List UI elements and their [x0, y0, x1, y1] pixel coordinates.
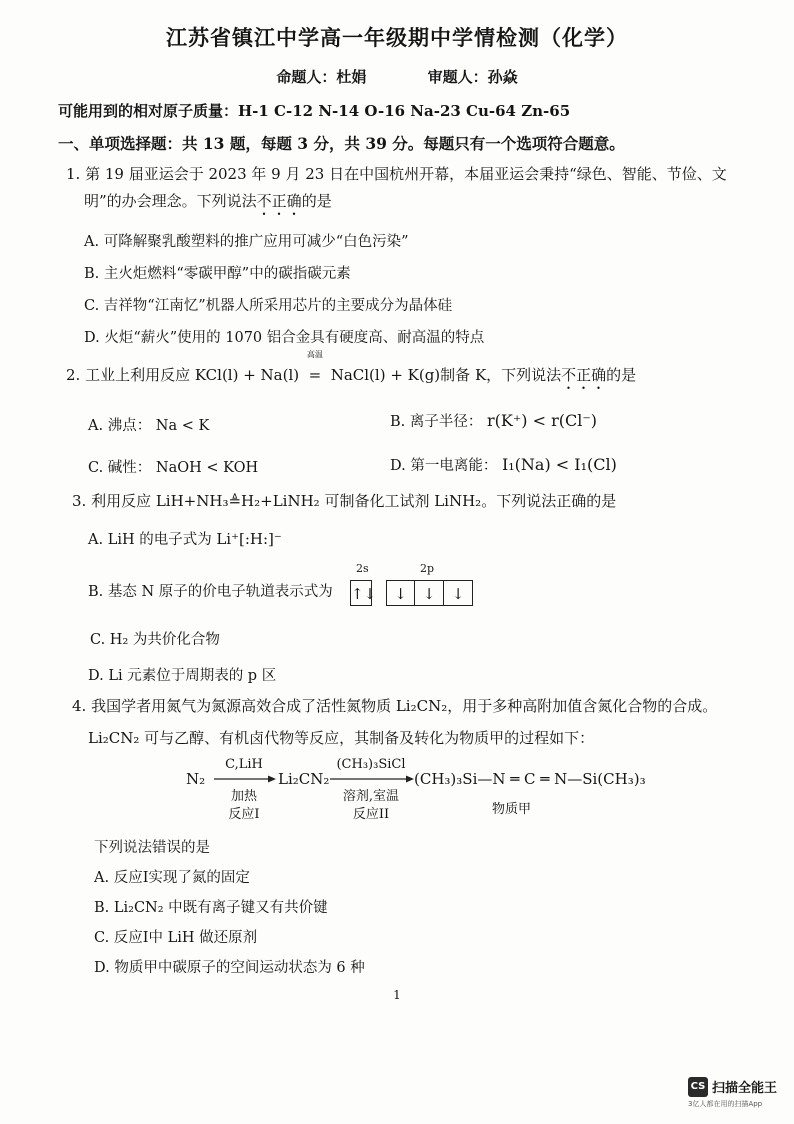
q2-reaction-right: NaCl(l) + K(g): [330, 366, 441, 384]
author: 命题人：杜娟: [276, 68, 367, 86]
q2-stem: 2. 工业上利用反应 KCl(l) + Na(l) 高温 = NaCl(l) + K(g)制备 K，下列说法不正确的是: [66, 362, 636, 393]
scanner-tagline: 3亿人都在用的扫描App: [688, 1099, 763, 1108]
q1-option-c: C. 吉祥物“江南忆”机器人所采用芯片的主要成分为晶体硅: [84, 298, 453, 314]
scheme-product: (CH₃)₃Si—N ═ C ═ N—Si(CH₃)₃: [414, 770, 646, 788]
scheme-arrow2-top: (CH₃)₃SiCl: [336, 757, 406, 772]
orbital-box-2p-1: ↓: [386, 580, 415, 606]
section-heading: 一、单项选择题：共 13 题，每题 3 分，共 39 分。每题只有一个选项符合题意。: [58, 134, 625, 153]
q3-orbital-2p: [386, 580, 473, 606]
page-title: 江苏省镇江中学高一年级期中学情检测（化学）: [166, 25, 628, 50]
q2-option-d: D. 第一电离能： I₁(Na) < I₁(Cl): [390, 455, 617, 474]
q4-option-c: C. 反应I中 LiH 做还原剂: [94, 930, 258, 946]
q4-option-b: B. Li₂CN₂ 中既有离子键又有共价键: [94, 900, 328, 916]
scheme-intermediate: Li₂CN₂: [278, 770, 330, 788]
scheme-arrow1-bottom: 加热: [230, 789, 257, 804]
q1-option-d: D. 火炬“薪火”使用的 1070 铝合金具有硬度高、耐高温的特点: [84, 330, 485, 346]
scheme-arrow2-icon: [330, 774, 414, 784]
q3-option-c: C. H₂ 为共价化合物: [90, 632, 220, 648]
q3-option-a: A. LiH 的电子式为 Li⁺[:H:]⁻: [88, 530, 282, 548]
q3-orbital-2s: [350, 580, 377, 606]
authors-line: [0, 66, 794, 87]
reviewer: 审题人：孙焱: [427, 68, 518, 86]
scheme-start: N₂: [186, 770, 206, 788]
q2-reaction-left: KCl(l) + Na(l): [194, 366, 300, 384]
q3-option-d: D. Li 元素位于周期表的 p 区: [88, 668, 277, 684]
q1-stem-line1: 1. 第 19 届亚运会于 2023 年 9 月 23 日在中国杭州开幕，本届亚运会秉持“绿色、智能、节俭、文: [66, 165, 727, 183]
scheme-step1-label: 反应I: [228, 807, 260, 822]
scanner-badge: [688, 1076, 777, 1109]
scheme-arrow2-bottom: 溶剂,室温: [342, 789, 400, 804]
q4-ask: 下列说法错误的是: [94, 840, 210, 856]
q2-option-a: A. 沸点： Na < K: [88, 418, 210, 434]
q2-condition: 高温: [306, 350, 323, 359]
q2-option-c: C. 碱性： NaOH < KOH: [88, 460, 259, 476]
q4-option-a: A. 反应I实现了氮的固定: [94, 870, 250, 886]
q1-option-b: B. 主火炬燃料“零碳甲醇”中的碳指碳元素: [84, 266, 351, 282]
q2-equals: 高温 =: [304, 362, 326, 388]
scheme-step2-label: 反应II: [352, 807, 390, 822]
q1-emphasis: 不正确: [256, 192, 302, 210]
q4-option-d: D. 物质甲中碳原子的空间运动状态为 6 种: [94, 960, 365, 976]
q3-orbital-2p-label: 2p: [420, 562, 435, 575]
q1-option-a: A. 可降解聚乳酸塑料的推广应用可减少“白色污染”: [84, 234, 409, 250]
q2-option-b-expr: r(K⁺) < r(Cl⁻): [486, 411, 598, 430]
q3-option-a-expr: Li⁺[:H:]⁻: [216, 530, 282, 548]
q4-stem-line1: 4. 我国学者用氮气为氮源高效合成了活性氮物质 Li₂CN₂，用于多种高附加值含氮化合物的合成。: [72, 697, 718, 715]
q2-emphasis: 不正确: [561, 366, 607, 384]
q2-option-b: B. 离子半径： r(K⁺) < r(Cl⁻): [390, 411, 598, 430]
orbital-box-2p-3: ↓: [444, 580, 473, 606]
atomic-masses: 可能用到的相对原子质量：H-1 C-12 N-14 O-16 Na-23 Cu-64 Zn-65: [58, 102, 571, 120]
scheme-arrow1-icon: [214, 774, 276, 784]
q3-orbital-2s-label: 2s: [356, 562, 369, 575]
scanner-logo-icon: CS: [688, 1077, 708, 1097]
q3-stem: 3. 利用反应 LiH+NH₃≜H₂+LiNH₂ 可制备化工试剂 LiNH₂。下列说法正确的是: [72, 492, 617, 510]
orbital-box-2s: ↑↓: [350, 580, 372, 606]
scheme-product-label: 物质甲: [492, 802, 532, 817]
q3-option-b: B. 基态 N 原子的价电子轨道表示式为: [88, 584, 333, 600]
orbital-box-2p-2: ↓: [415, 580, 444, 606]
q1-stem-line2: 明”的办会理念。下列说法不正确的是: [84, 192, 332, 210]
q2-option-d-expr: I₁(Na) < I₁(Cl): [501, 455, 617, 474]
scheme-arrow1-top: C,LiH: [225, 757, 263, 772]
q4-stem-line2: Li₂CN₂ 可与乙醇、有机卤代物等反应，其制备及转化为物质甲的过程如下：: [88, 729, 595, 747]
page-number: 1: [393, 988, 401, 1002]
scanner-brand: 扫描全能王: [712, 1081, 778, 1096]
